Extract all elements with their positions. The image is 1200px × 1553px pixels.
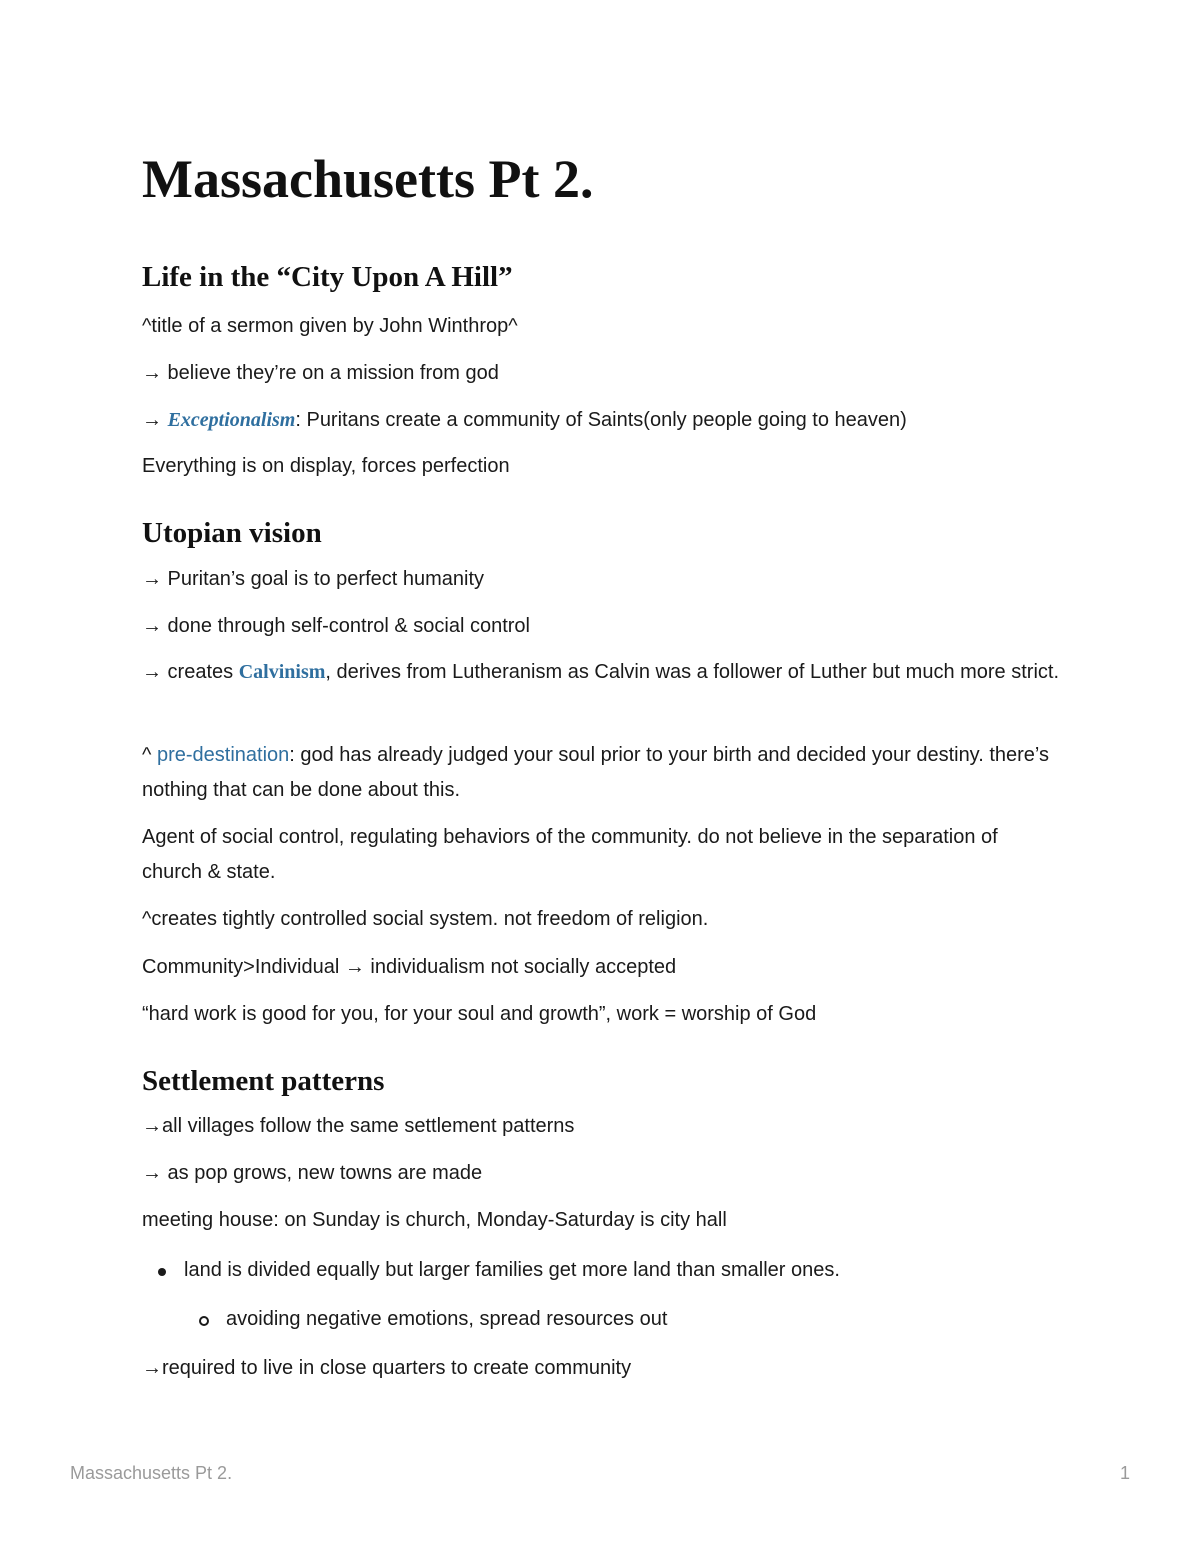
text-line: → believe they’re on a mission from god bbox=[142, 362, 499, 384]
text-line: → done through self-control & social control bbox=[142, 615, 530, 637]
section-heading-utopian-vision: Utopian vision bbox=[142, 517, 322, 549]
text-line-calvinism bbox=[142, 655, 1062, 690]
text-line: → Puritan’s goal is to perfect humanity bbox=[142, 568, 485, 590]
section-heading-city-upon-a-hill: Life in the “City Upon A Hill” bbox=[142, 261, 513, 293]
text-line: →required to live in close quarters to create community bbox=[142, 1357, 632, 1379]
line-prefix: → creates bbox=[142, 661, 239, 683]
sub-bullet-circle-icon bbox=[199, 1316, 209, 1326]
text-line-predestination bbox=[142, 738, 1062, 808]
text-line: Community>Individual → individualism not socially accepted bbox=[142, 956, 677, 978]
section-heading-settlement-patterns: Settlement patterns bbox=[142, 1065, 385, 1097]
line-rest: : god has already judged your soul prior to your birth and decided your destiny. there’s nothing that can be done about this. bbox=[142, 744, 1049, 801]
text-line: ^title of a sermon given by John Winthrop^ bbox=[142, 315, 518, 337]
sub-bullet-item: avoiding negative emotions, spread resources out bbox=[226, 1308, 668, 1330]
term-calvinism: Calvinism bbox=[238, 661, 326, 683]
text-line: meeting house: on Sunday is church, Monday-Saturday is city hall bbox=[142, 1209, 727, 1231]
term-pre-destination: pre-destination bbox=[156, 744, 290, 766]
bullet-item: land is divided equally but larger families get more land than smaller ones. bbox=[184, 1259, 840, 1281]
footer-title: Massachusetts Pt 2. bbox=[70, 1463, 233, 1483]
bullet-dot-icon bbox=[158, 1268, 166, 1276]
text-line: Agent of social control, regulating behaviors of the community. do not believe in the separation of church & state. bbox=[142, 826, 998, 883]
text-line: “hard work is good for you, for your soul and growth”, work = worship of God bbox=[142, 1003, 817, 1025]
footer-page-number: 1 bbox=[1119, 1463, 1130, 1483]
page-title: Massachusetts Pt 2. bbox=[142, 149, 594, 209]
line-prefix: → bbox=[142, 409, 168, 431]
line-rest: : Puritans create a community of Saints(only people going to heaven) bbox=[295, 409, 907, 431]
term-exceptionalism: Exceptionalism bbox=[167, 409, 296, 431]
text-line-exceptionalism bbox=[142, 403, 1062, 438]
text-line: →all villages follow the same settlement patterns bbox=[142, 1115, 575, 1137]
line-rest: , derives from Lutheranism as Calvin was a follower of Luther but much more strict. bbox=[325, 661, 1060, 683]
text-line: ^creates tightly controlled social system. not freedom of religion. bbox=[142, 908, 709, 930]
text-line: Everything is on display, forces perfection bbox=[142, 455, 510, 477]
text-line: → as pop grows, new towns are made bbox=[142, 1162, 483, 1184]
line-prefix: ^ bbox=[142, 744, 157, 766]
